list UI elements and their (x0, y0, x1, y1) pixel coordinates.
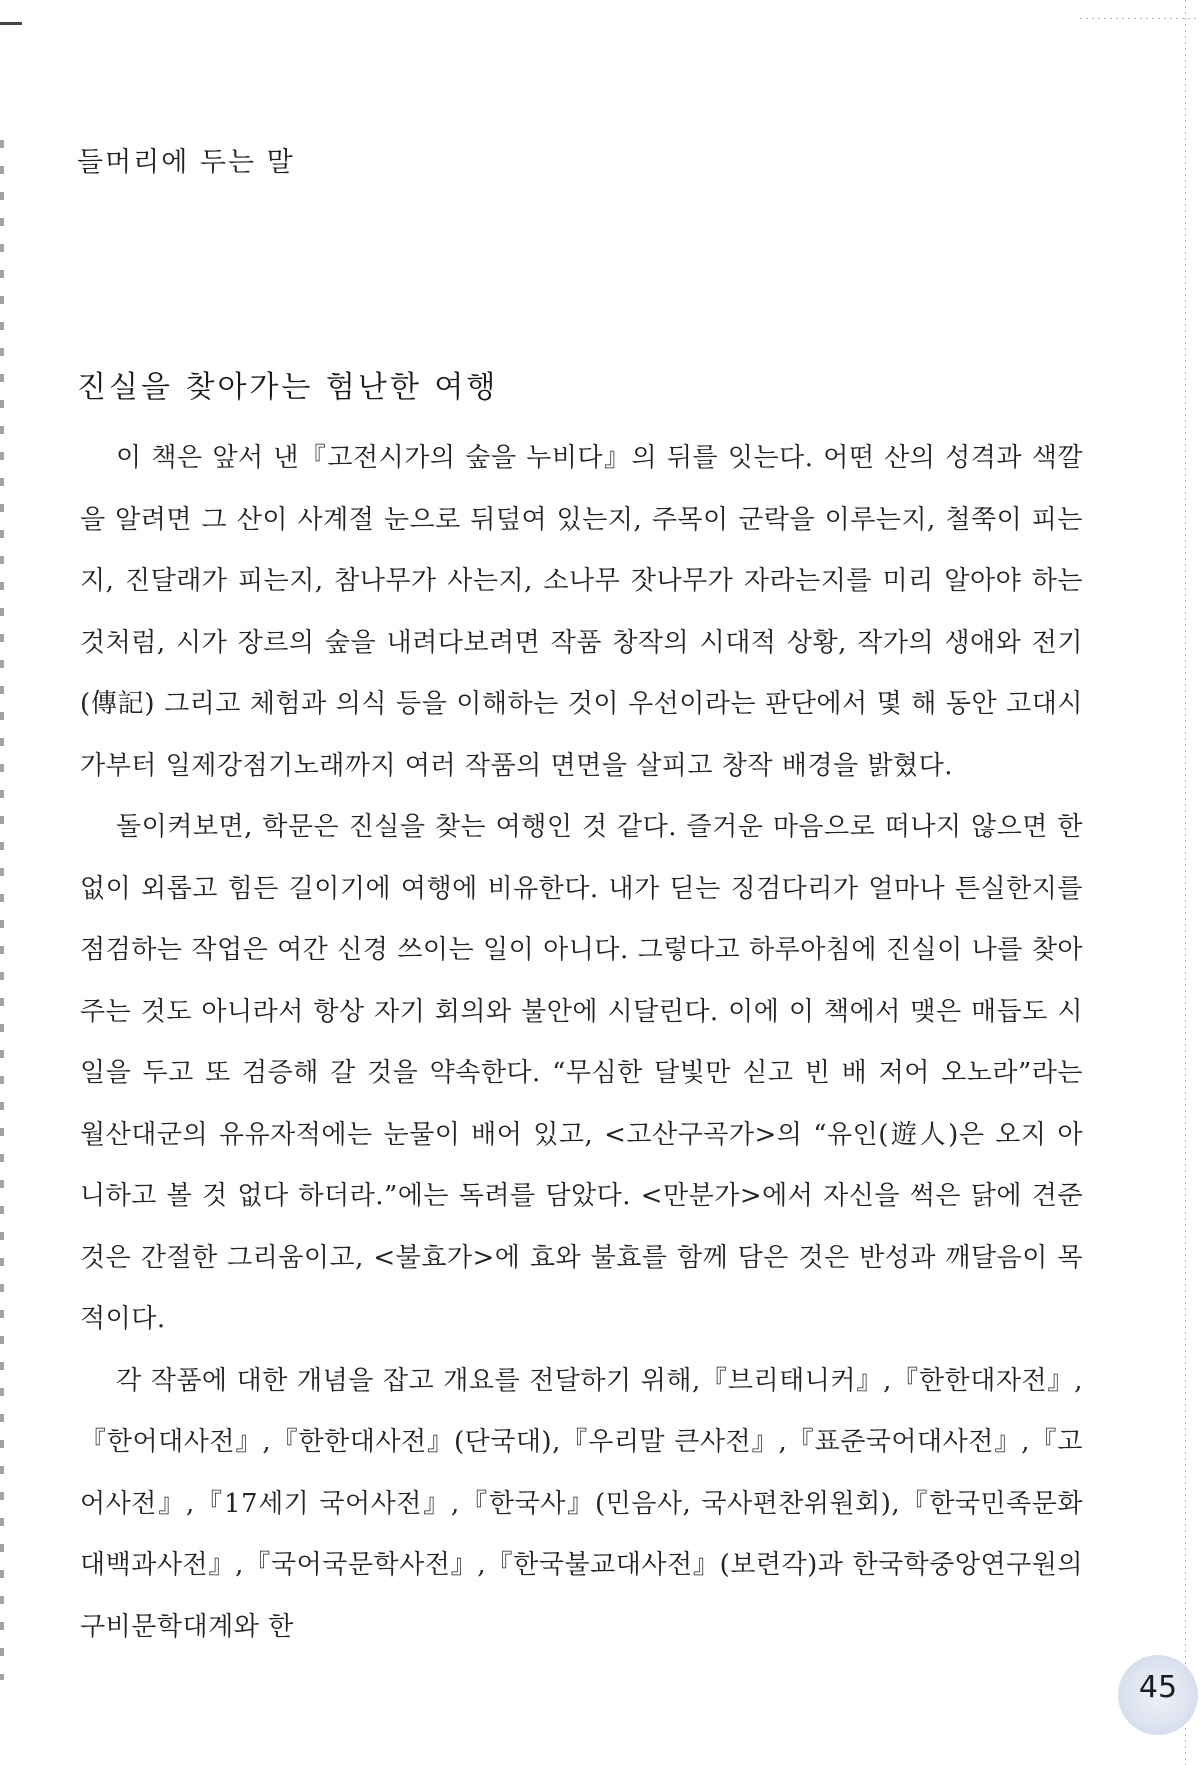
scan-left-edge (0, 140, 4, 1680)
page-number: 45 (1138, 1670, 1178, 1705)
paragraph-1: 이 책은 앞서 낸『고전시가의 숲을 누비다』의 뒤를 잇는다. 어떤 산의 성격과 색깔을 알려면 그 산이 사계절 눈으로 뒤덮여 있는지, 주목이 군락을 이루는지, 철쭉이 피는지, 진달래가 피는지, 참나무가 사는지, 소나무 잣나무가 자라는지를 미리 알아야 하는 것처럼, 시가 장르의 숲을 내려다보려면 작품 창작의 시대적 상황, 작가의 생애와 전기(傳記) 그리고 체험과 의식 등을 이해하는 것이 우선이라는 판단에서 몇 해 동안 고대시가부터 일제강점기노래까지 여러 작품의 면면을 살피고 창작 배경을 밝혔다. (80, 443, 1083, 781)
scan-corner-mark (0, 22, 22, 25)
scan-dotted-edge-top (1080, 18, 1200, 19)
chapter-heading: 들머리에 두는 말 (77, 147, 295, 178)
body-text (80, 428, 1083, 1658)
section-title: 진실을 찾아가는 험난한 여행 (77, 370, 499, 405)
paragraph-3: 각 작품에 대한 개념을 잡고 개요를 전달하기 위해,『브리태니커』,『한한대자전』,『한어대사전』,『한한대사전』(단국대),『우리말 큰사전』,『표준국어대사전』,『고어사전』,『17세기 국어사전』,『한국사』(민음사, 국사편찬위원회),『한국민족문화대백과사전』,『국어국문학사전』,『한국불교대사전』(보련각)과 한국학중앙연구원의 구비문학대계와 한 (80, 1365, 1083, 1642)
paragraph-2: 돌이켜보면, 학문은 진실을 찾는 여행인 것 같다. 즐거운 마음으로 떠나지 않으면 한없이 외롭고 힘든 길이기에 여행에 비유한다. 내가 딛는 징검다리가 얼마나 튼실한지를 점검하는 작업은 여간 신경 쓰이는 일이 아니다. 그렇다고 하루아침에 진실이 나를 찾아주는 것도 아니라서 항상 자기 회의와 불안에 시달린다. 이에 이 책에서 맺은 매듭도 시일을 두고 또 검증해 갈 것을 약속한다. “무심한 달빛만 싣고 빈 배 저어 오노라”라는 월산대군의 유유자적에는 눈물이 배어 있고, <고산구곡가>의 “유인(遊人)은 오지 아니하고 볼 것 없다 하더라.”에는 독려를 담았다. <만분가>에서 자신을 썩은 닭에 견준 것은 간절한 그리움이고, <불효가>에 효와 불효를 함께 담은 것은 반성과 깨달음이 목적이다. (80, 812, 1084, 1334)
scan-dotted-edge-right (1185, 0, 1186, 1765)
